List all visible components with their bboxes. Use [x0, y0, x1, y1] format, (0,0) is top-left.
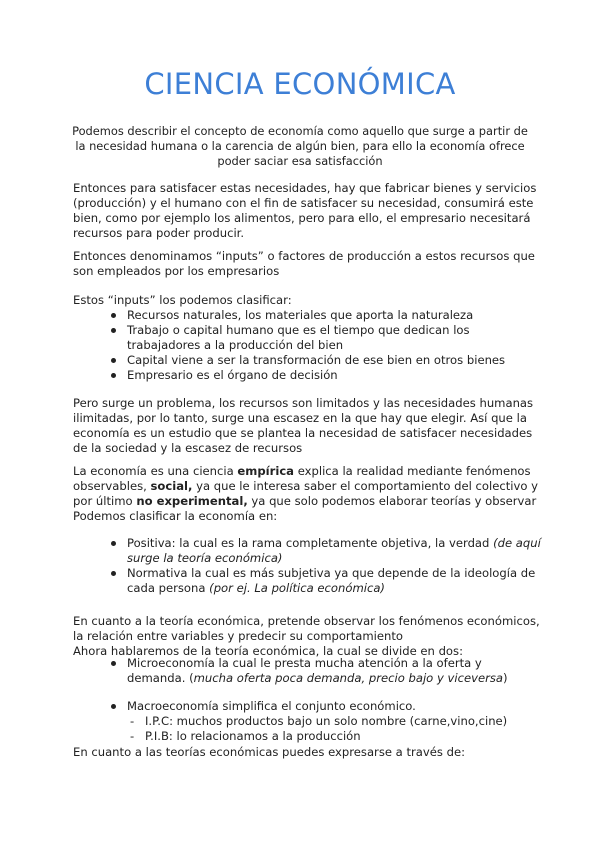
- paragraph-theories: En cuanto a las teorías económicas puedes expresarse a través de:: [73, 745, 465, 759]
- classify-intro: Podemos clasificar la economía en:: [73, 509, 278, 523]
- paragraph-economic-theory: En cuanto a la teoría económica, pretende observar los fenómenos económicos, la relación entre variables y predecir su comportamiento Ahora hablaremos de la teoría económica, la cual se divide en dos:: [73, 614, 540, 658]
- list-item: - P.I.B: lo relacionamos a la producción: [73, 729, 543, 744]
- list-item: Positiva: la cual es la rama completamente objetiva, la verdad (de aquí surge la teoría económica): [73, 536, 543, 566]
- paragraph-production: Entonces para satisfacer estas necesidades, hay que fabricar bienes y servicios (producción) y el humano con el fin de satisfacer su necesidad, consumirá este bien, como por ejemplo los alimentos, pero para ello, el empresario necesitará recursos para poder producir.: [73, 181, 537, 240]
- list-item: Microeconomía la cual le presta mucha atención a la oferta y demanda. (mucha oferta poca demanda, precio bajo y viceversa): [73, 656, 543, 686]
- paragraph-classify-intro: Estos “inputs” los podemos clasificar:: [73, 293, 292, 307]
- bold-term-empirica: empírica: [237, 464, 295, 478]
- micro-list: [73, 656, 543, 686]
- list-item: Trabajo o capital humano que es el tiempo que dedican los trabajadores a la producción del bien: [73, 323, 543, 353]
- paragraph-scarcity: Pero surge un problema, los recursos son limitados y las necesidades humanas ilimitadas, por lo tanto, surge una escasez en la que hay que elegir. Así que la economía es un estudio que se plantea la necesidad de satisfacer necesidades de la sociedad y la escasez de recursos: [73, 396, 534, 455]
- intro-paragraph: Podemos describir el concepto de economía como aquello que surge a partir de la necesidad humana o la carencia de algún bien, para ello la economía ofrece poder saciar esa satisfacción: [72, 124, 528, 168]
- economy-types-list: [73, 536, 543, 596]
- macro-sublist: [73, 714, 543, 744]
- inputs-list: [73, 308, 543, 383]
- macro-list: [73, 699, 543, 714]
- list-item: Empresario es el órgano de decisión: [73, 368, 543, 383]
- paragraph-inputs: Entonces denominamos “inputs” o factores de producción a estos recursos que son empleados por los empresarios: [73, 249, 535, 278]
- paragraph-economy-science: La economía es una ciencia empírica explica la realidad mediante fenómenos observables, social, ya que le interesa saber el comportamiento del colectivo y por último no experimental, ya que solo podemos elaborar teorías y observar Podemos clasificar la economía en:: [73, 464, 538, 523]
- list-item: Capital viene a ser la transformación de ese bien en otros bienes: [73, 353, 543, 368]
- list-item: - I.P.C: muchos productos bajo un solo nombre (carne,vino,cine): [73, 714, 543, 729]
- list-item: Recursos naturales, los materiales que aporta la naturaleza: [73, 308, 543, 323]
- bold-term-no-experimental: no experimental,: [136, 494, 248, 508]
- bold-term-social: social,: [150, 479, 193, 493]
- list-item: Normativa la cual es más subjetiva ya que depende de la ideología de cada persona (por ej. La política económica): [73, 566, 543, 596]
- page-title: CIENCIA ECONÓMICA: [144, 67, 456, 101]
- list-item: Macroeconomía simplifica el conjunto económico.: [73, 699, 543, 714]
